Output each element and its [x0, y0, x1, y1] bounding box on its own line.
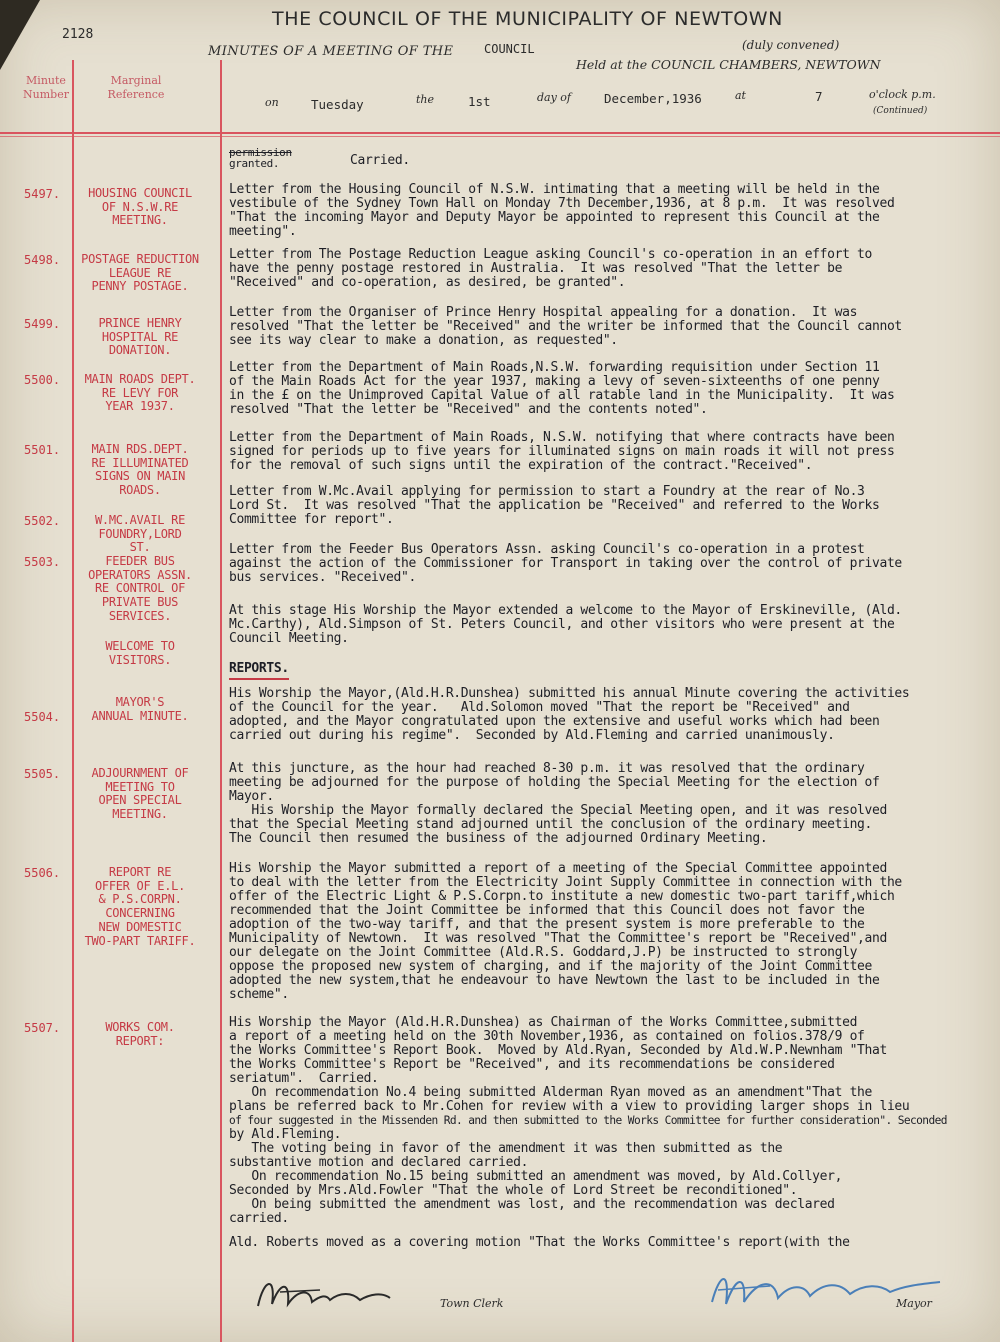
minutes-label: MINUTES OF A MEETING OF THE [208, 44, 454, 59]
minute-text-line: meeting". [229, 224, 297, 239]
reports-heading: REPORTS. [229, 661, 289, 676]
minute-text-line: oppose the proposed new system of charging, and if the majority of the Joint Committee [229, 959, 872, 974]
marginal-reference: WELCOME TO VISITORS. [105, 639, 175, 667]
minute-text-line: His Worship the Mayor formally declared the Special Meeting open, and it was resolved [229, 803, 887, 818]
minute-text-line: plans be referred back to Mr.Cohen for review with a view to providing larger shops in lieu [229, 1099, 910, 1114]
minute-text-line: recommended that the Joint Committee be informed that this Council does not favor the [229, 903, 865, 918]
marginal-reference: MAIN RDS.DEPT. RE ILLUMINATED SIGNS ON MAIN ROADS. [91, 442, 189, 498]
town-clerk-label: Town Clerk [440, 1297, 504, 1310]
minute-number: 5502. [24, 514, 61, 528]
minute-text-line: have the penny postage restored in Australia. It was resolved "That the letter be [229, 261, 843, 276]
minute-text-line: in the £ on the Unimproved Capital Value of all ratable land in the Municipality. It was [229, 388, 895, 403]
minute-number-heading: Minute Number [23, 74, 69, 101]
minute-text-line: Council Meeting. [229, 631, 349, 646]
minute-text-line: see its way clear to make a donation, as requested". [229, 333, 618, 348]
header-rule-2 [0, 136, 1000, 137]
minute-text-line: "Received" and co-operation, as desired, be granted". [229, 275, 626, 290]
council-title: THE COUNCIL OF THE MUNICIPALITY OF NEWTOWN [272, 8, 783, 30]
minute-text-line: adopted, and the Mayor congratulated upon the extensive and useful works which had been [229, 714, 880, 729]
minute-text-line: the Works Committee's Report be "Received", and its recommendations be considered [229, 1057, 835, 1072]
minute-text-line: of four suggested in the Missenden Rd. and then submitted to the Works Committee for further consideration". Seconded [229, 1114, 947, 1127]
on-label: on [265, 96, 279, 109]
minute-text-line: Letter from the Organiser of Prince Henry Hospital appealing for a donation. It was [229, 305, 858, 320]
minute-text-line: On being submitted the amendment was lost, and the recommendation was declared [229, 1197, 835, 1212]
minute-text-line: signed for periods up to five years for illuminated signs on main roads it will not press [229, 444, 895, 459]
minute-text-line: "That the incoming Mayor and Deputy Mayor be appointed to represent this Council at the [229, 210, 880, 225]
minute-text-line: Mayor. [229, 789, 274, 804]
minute-text-line: carried. [229, 1211, 289, 1226]
minute-number: 5501. [24, 443, 61, 457]
page-number: 2128 [62, 27, 94, 42]
minute-text-line: resolved "That the letter be "Received" and the contents noted". [229, 402, 708, 417]
marginal-reference: W.MC.AVAIL RE FOUNDRY,LORD ST. [94, 513, 186, 555]
minute-text-line: adopted the new system,that he endeavour to have Newtown the last to be included in the [229, 973, 880, 988]
minute-text-line: to deal with the letter from the Electricity Joint Supply Committee in connection with the [229, 875, 902, 890]
duly-convened: (duly convened) [742, 38, 840, 52]
minute-number: 5506. [24, 866, 61, 880]
minute-text-line: Letter from The Postage Reduction League asking Council's co-operation in an effort to [229, 247, 872, 262]
minute-text-line: seriatum". Carried. [229, 1071, 379, 1086]
marginal-reference-heading: Marginal Reference [107, 74, 165, 101]
town-clerk-signature [250, 1270, 450, 1320]
minute-text-line: resolved "That the letter be "Received" and the writer be informed that the Council cannot [229, 319, 902, 334]
minute-text-line: scheme". [229, 987, 289, 1002]
minute-number: 5497. [24, 187, 61, 201]
minute-text-line: that the Special Meeting stand adjourned until the conclusion of the ordinary meeting. [229, 817, 872, 832]
minute-text-line: Seconded by Mrs.Ald.Fowler "That the whole of Lord Street be reconditioned". [229, 1183, 798, 1198]
marginal-reference: REPORT RE OFFER OF E.L. & P.S.CORPN. CONCERNING NEW DOMESTIC TWO-PART TARIFF. [84, 865, 196, 948]
minute-text-line: for the removal of such signs until the expiration of the contract."Received". [229, 458, 813, 473]
minute-text-line: Letter from W.Mc.Avail applying for permission to start a Foundry at the rear of No.3 [229, 484, 865, 499]
granted-word: granted. [229, 157, 280, 170]
minute-text-line: Mc.Carthy), Ald.Simpson of St. Peters Council, and other visitors who were present at the [229, 617, 895, 632]
minute-text-line: Municipality of Newtown. It was resolved "That the Committee's report be "Received",and [229, 931, 887, 946]
meeting-type: COUNCIL [484, 42, 535, 56]
minute-text-line: adoption of the two-way tariff, and that the present system is more preferable to the [229, 917, 865, 932]
marginal-reference: MAYOR'S ANNUAL MINUTE. [91, 695, 189, 723]
minute-text-line: His Worship the Mayor (Ald.H.R.Dunshea) as Chairman of the Works Committee,submitted [229, 1015, 858, 1030]
minute-text-line: the Works Committee's Report Book. Moved by Ald.Ryan, Seconded by Ald.W.P.Newnham "That [229, 1043, 887, 1058]
minute-text-line: offer of the Electric Light & P.S.Corpn.to institute a new domestic two-part tariff,which [229, 889, 895, 904]
minute-text-line: a report of a meeting held on the 30th November,1936, as contained on folios.378/9 of [229, 1029, 865, 1044]
minute-number: 5505. [24, 767, 61, 781]
minute-text-line: Committee for report". [229, 512, 394, 527]
marginal-reference: FEEDER BUS OPERATORS ASSN. RE CONTROL OF PRIVATE BUS SERVICES. [88, 554, 192, 623]
minute-text-line: Letter from the Department of Main Roads, N.S.W. notifying that where contracts have been [229, 430, 895, 445]
minute-text-line: bus services. "Received". [229, 570, 416, 585]
minute-number: 5498. [24, 253, 61, 267]
minute-number: 5504. [24, 710, 61, 724]
continued-label: (Continued) [873, 106, 928, 116]
marginal-reference: MAIN ROADS DEPT. RE LEVY FOR YEAR 1937. [84, 372, 196, 414]
carried-word: Carried. [350, 153, 410, 168]
oclock-label: o'clock p.m. [869, 88, 936, 101]
struck-word: permission [229, 146, 292, 159]
minute-text-line: Letter from the Feeder Bus Operators Assn. asking Council's co-operation in a protest [229, 542, 865, 557]
minute-text-line: Lord St. It was resolved "That the application be "Received" and referred to the Works [229, 498, 880, 513]
minute-number: 5507. [24, 1021, 61, 1035]
minute-text-line: On recommendation No.4 being submitted Alderman Ryan moved as an amendment"That the [229, 1085, 872, 1100]
minute-text-line: His Worship the Mayor,(Ald.H.R.Dunshea) submitted his annual Minute covering the activities [229, 686, 910, 701]
minute-text-line: of the Council for the year. Ald.Solomon moved "That the report be "Received" and [229, 700, 850, 715]
marginal-reference: WORKS COM. REPORT: [105, 1020, 175, 1048]
day-of-label: day of [537, 91, 572, 104]
minute-text-line: Ald. Roberts moved as a covering motion "That the Works Committee's report(with the [229, 1235, 850, 1250]
minute-text-line: of the Main Roads Act for the year 1937, making a levy of seven-sixteenths of one penny [229, 374, 880, 389]
marginal-reference: PRINCE HENRY HOSPITAL RE DONATION. [98, 316, 182, 358]
marginal-reference: ADJOURNMENT OF MEETING TO OPEN SPECIAL MEETING. [91, 766, 189, 822]
minute-text-line: Letter from the Department of Main Roads,N.S.W. forwarding requisition under Section 11 [229, 360, 880, 375]
minute-number: 5500. [24, 373, 61, 387]
minute-text-line: our delegate on the Joint Committee (Ald.R.S. Goddard,J.P) be instructed to strongly [229, 945, 858, 960]
minute-text-line: carried out during his regime". Seconded by Ald.Fleming and carried unanimously. [229, 728, 835, 743]
minute-number: 5503. [24, 555, 61, 569]
month-year: December,1936 [604, 91, 702, 106]
minute-text-line: vestibule of the Sydney Town Hall on Monday 7th December,1936, at 8 p.m. It was resolved [229, 196, 895, 211]
minute-text-line: by Ald.Fleming. [229, 1127, 342, 1142]
mayor-label: Mayor [896, 1297, 932, 1310]
minute-text-line: meeting be adjourned for the purpose of holding the Special Meeting for the election of [229, 775, 880, 790]
minute-text-line: Letter from the Housing Council of N.S.W. intimating that a meeting will be held in the [229, 182, 880, 197]
minute-text-line: against the action of the Commissioner for Transport in taking over the control of private [229, 556, 902, 571]
minute-text-line: At this juncture, as the hour had reached 8-30 p.m. it was resolved that the ordinary [229, 761, 865, 776]
minute-text-line: His Worship the Mayor submitted a report of a meeting of the Special Committee appointed [229, 861, 887, 876]
margin-rule-right [220, 60, 222, 1342]
minute-text-line: On recommendation No.15 being submitted an amendment was moved, by Ald.Collyer, [229, 1169, 843, 1184]
minute-number: 5499. [24, 317, 61, 331]
minute-text-line: substantive motion and declared carried. [229, 1155, 529, 1170]
reports-underline [229, 678, 289, 680]
weekday: Tuesday [311, 97, 364, 112]
minute-text-line: The Council then resumed the business of the adjourned Ordinary Meeting. [229, 831, 768, 846]
hour: 7 [815, 89, 823, 104]
marginal-reference: HOUSING COUNCIL OF N.S.W.RE MEETING. [88, 186, 192, 228]
held-at: Held at the COUNCIL CHAMBERS, NEWTOWN [576, 57, 881, 72]
at-label: at [735, 89, 746, 102]
day: 1st [468, 94, 491, 109]
marginal-reference: POSTAGE REDUCTION LEAGUE RE PENNY POSTAGE. [81, 252, 199, 294]
the-label: the [416, 93, 435, 106]
torn-corner [0, 0, 40, 70]
minute-text-line: At this stage His Worship the Mayor extended a welcome to the Mayor of Erskineville, (Ald. [229, 603, 902, 618]
header-rule [0, 132, 1000, 134]
minute-text-line: The voting being in favor of the amendment it was then submitted as the [229, 1141, 783, 1156]
